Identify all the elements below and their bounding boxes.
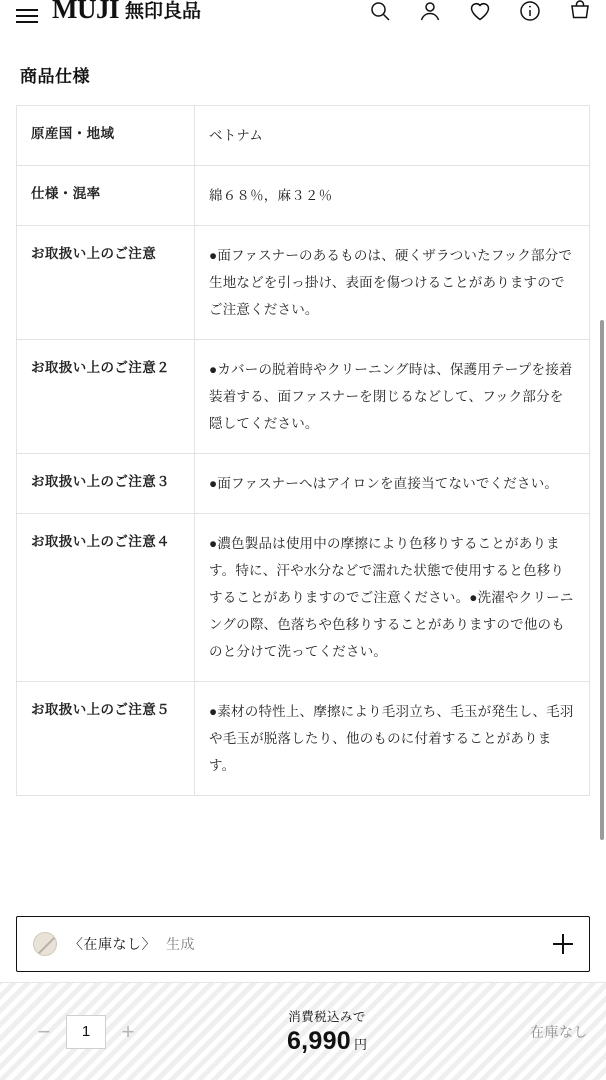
brand-logo-jp: 無印良品	[125, 0, 202, 22]
tax-label: 消費税込みで	[288, 1010, 366, 1024]
table-row	[17, 166, 590, 226]
spec-label: 原産国・地域	[17, 106, 195, 166]
price-value: 6,990	[286, 1027, 352, 1055]
spec-value: ●素材の特性上、摩擦により毛羽立ち、毛玉が発生し、毛羽や毛玉が脱落したり、他のものに付着することがあります。	[195, 682, 590, 796]
table-row	[17, 340, 590, 454]
account-icon[interactable]	[418, 0, 442, 23]
spec-table	[16, 105, 590, 796]
spec-label: お取扱い上のご注意２	[17, 340, 195, 454]
variant-stock-note: 〈在庫なし〉	[69, 936, 156, 952]
spec-value: ●カバーの脱着時やクリーニング時は、保護用テープを接着装着する、面ファスナーを閉じるなどして、フック部分を隠してください。	[195, 340, 590, 454]
spec-label: お取扱い上のご注意４	[17, 514, 195, 682]
stock-status-label: 在庫なし	[530, 1023, 588, 1040]
search-icon[interactable]	[368, 0, 392, 23]
spec-label: 仕様・混率	[17, 166, 195, 226]
spec-value: ●面ファスナーのあるものは、硬くザラついたフック部分で生地などを引っ掛け、表面を傷つけることがありますのでご注意ください。	[195, 226, 590, 340]
table-row	[17, 106, 590, 166]
hamburger-menu-icon[interactable]	[16, 8, 38, 22]
quantity-increase-button[interactable]: +	[121, 1018, 135, 1044]
quantity-stepper[interactable]	[0, 1015, 136, 1049]
spec-label: お取扱い上のご注意	[17, 226, 195, 340]
brand-logo[interactable]	[52, 0, 201, 23]
cart-icon[interactable]	[568, 0, 592, 23]
quantity-decrease-button[interactable]: −	[37, 1018, 51, 1044]
table-row	[17, 226, 590, 340]
spec-label: お取扱い上のご注意３	[17, 454, 195, 514]
table-row	[17, 682, 590, 796]
spec-value: ベトナム	[195, 106, 590, 166]
info-icon[interactable]	[518, 0, 542, 23]
table-row	[17, 454, 590, 514]
spec-label: お取扱い上のご注意５	[17, 682, 195, 796]
header-icon-group	[368, 0, 592, 26]
variant-selector-wrap	[0, 902, 606, 982]
site-header	[0, 0, 606, 30]
product-spec-section	[0, 30, 606, 902]
page-title: 商品仕様	[20, 67, 90, 86]
favorite-heart-icon[interactable]	[468, 0, 492, 23]
spec-value: ●面ファスナーへはアイロンを直接当てないでください。	[195, 454, 590, 514]
purchase-bar	[0, 982, 606, 1080]
spec-value: 綿６８％，麻３２％	[195, 166, 590, 226]
variant-name-label: 生成	[166, 936, 195, 952]
variant-selector[interactable]	[16, 916, 590, 972]
brand-logo-en: MUJI	[52, 0, 119, 24]
color-swatch-icon	[33, 932, 57, 956]
sticky-bottom-bar	[0, 902, 606, 1080]
price-row	[130, 1027, 524, 1056]
spec-value: ●濃色製品は使用中の摩擦により色移りすることがあります。特に、汗や水分などで濡れた状態で使用すると色移りすることがありますのでご注意ください。●洗濯やクリーニングの際、色落ちや色移りすることがありますので他のものと分けて洗ってください。	[195, 514, 590, 682]
price-currency-unit: 円	[354, 1037, 368, 1052]
page-scrollbar[interactable]	[600, 320, 604, 840]
header-left-group	[16, 2, 201, 29]
table-row	[17, 514, 590, 682]
quantity-value[interactable]: 1	[66, 1015, 106, 1049]
price-block	[130, 1007, 524, 1056]
plus-icon[interactable]	[553, 934, 573, 954]
